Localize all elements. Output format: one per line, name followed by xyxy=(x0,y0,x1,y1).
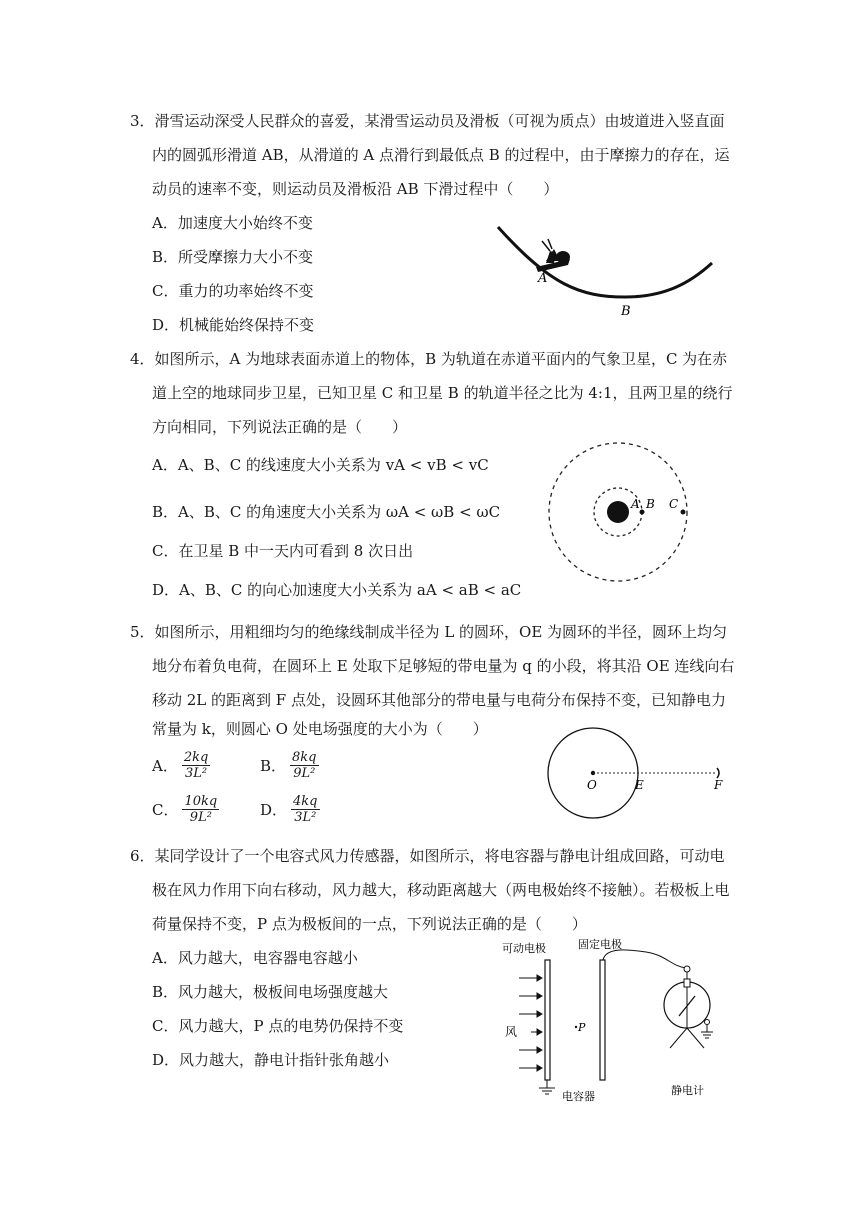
q5-option-b[interactable] xyxy=(260,750,319,781)
label-o: O xyxy=(587,778,597,792)
q5-option-d[interactable] xyxy=(260,794,320,825)
small-segment-at-f xyxy=(717,768,719,778)
wind-arrows-icon xyxy=(519,975,542,1071)
point-p-label: P xyxy=(578,1021,586,1034)
option-d-numerator: 4kq xyxy=(293,794,318,809)
q4-stem-line-1: 4．如图所示，A 为地球表面赤道上的物体，B 为轨道在赤道平面内的气象卫星，C 为在赤 xyxy=(130,350,728,368)
capacitor-label: 电容器 xyxy=(562,1090,595,1103)
q5-stem-line-3: 移动 2L 的距离到 F 点处，设圆环其他部分的带电量与电荷分布保持不变，已知静电力 xyxy=(152,691,726,709)
option-a-numerator: 2kq xyxy=(183,750,209,765)
q4-orbit-figure xyxy=(545,438,695,588)
q5-stem-line-1: 5．如图所示，用粗细均匀的绝缘线制成半径为 L 的圆环，OE 为圆环的半径，圆环上均匀 xyxy=(130,623,728,641)
label-b: B xyxy=(646,497,655,511)
option-a-letter: A． xyxy=(152,756,178,775)
q3-stem-line-3: 动员的速率不变，则运动员及滑板沿 AB 下滑过程中（ ） xyxy=(152,180,559,198)
q6-option-c[interactable]: C．风力越大，P 点的电势仍保持不变 xyxy=(152,1017,404,1035)
q4-stem-line-2: 道上空的地球同步卫星，已知卫星 C 和卫星 B 的轨道半径之比为 4:1，且两卫星的绕行 xyxy=(152,384,733,402)
option-b-letter: B． xyxy=(260,756,287,775)
q3-option-c[interactable]: C．重力的功率始终不变 xyxy=(152,282,314,300)
q5-stem-line-4: 常量为 k，则圆心 O 处电场强度的大小为（ ） xyxy=(152,720,488,738)
q3-ski-track-figure xyxy=(490,215,725,320)
q3-option-d[interactable]: D．机械能始终保持不变 xyxy=(152,316,315,334)
option-a-fraction xyxy=(182,750,210,781)
q5-stem-line-2: 地分布着负电荷，在圆环上 E 处取下足够短的带电量为 q 的小段，将其沿 OE 连线向右 xyxy=(152,657,735,675)
connecting-wire xyxy=(603,950,686,968)
label-e: E xyxy=(635,778,644,792)
q5-ring-figure xyxy=(545,725,735,825)
skier-icon xyxy=(536,239,570,272)
option-c-fraction xyxy=(182,794,219,825)
label-f: F xyxy=(714,778,723,792)
label-a: A xyxy=(631,497,640,511)
q5-option-a[interactable] xyxy=(152,750,210,781)
q6-option-a[interactable]: A．风力越大，电容器电容越小 xyxy=(152,949,358,967)
point-a-label: A xyxy=(538,271,548,286)
option-b-denominator: 9L² xyxy=(293,766,316,781)
satellite-c-dot xyxy=(681,510,686,515)
electrometer-label: 静电计 xyxy=(671,1084,704,1097)
electrometer-icon xyxy=(664,966,713,1048)
arc-track xyxy=(498,227,712,297)
satellite-b-dot xyxy=(640,510,645,515)
point-p-dot xyxy=(575,1026,577,1028)
q6-stem-line-3: 荷量保持不变，P 点为极板间的一点，下列说法正确的是（ ） xyxy=(152,915,587,933)
label-c: C xyxy=(669,497,679,511)
q3-stem-line-2: 内的圆弧形滑道 AB，从滑道的 A 点滑行到最低点 B 的过程中，由于摩擦力的存在，运 xyxy=(152,146,730,164)
option-d-letter: D． xyxy=(260,800,288,819)
movable-electrode-label: 可动电极 xyxy=(502,942,546,955)
point-b-label: B xyxy=(621,304,631,319)
q4-option-c[interactable]: C．在卫星 B 中一天内可看到 8 次日出 xyxy=(152,542,414,560)
option-b-numerator: 8kq xyxy=(292,750,317,765)
option-c-numerator: 10kq xyxy=(184,794,218,809)
q4-stem-line-3: 方向相同，下列说法正确的是（ ） xyxy=(152,418,408,436)
q6-stem-line-1: 6．某同学设计了一个电容式风力传感器，如图所示，将电容器与静电计组成回路，可动电 xyxy=(130,847,725,865)
option-d-denominator: 3L² xyxy=(294,810,317,825)
fixed-electrode-plate xyxy=(600,960,605,1080)
q4-option-a[interactable]: A．A、B、C 的线速度大小关系为 vA < vB < vC xyxy=(152,456,489,474)
q4-option-d[interactable]: D．A、B、C 的向心加速度大小关系为 aA < aB < aC xyxy=(152,581,522,599)
fixed-electrode-label: 固定电极 xyxy=(578,938,622,951)
q6-option-b[interactable]: B．风力越大，极板间电场强度越大 xyxy=(152,983,389,1001)
q3-stem-line-1: 3．滑雪运动深受人民群众的喜爱，某滑雪运动员及滑板（可视为质点）由坡道进入竖直面 xyxy=(130,112,725,130)
q4-option-b[interactable]: B．A、B、C 的角速度大小关系为 ωA < ωB < ωC xyxy=(152,503,501,521)
q6-stem-line-2: 极在风力作用下向右移动，风力越大，移动距离越大（两电极始终不接触）。若极板上电 xyxy=(152,881,730,899)
q6-option-d[interactable]: D．风力越大，静电计指针张角越小 xyxy=(152,1051,390,1069)
option-d-fraction xyxy=(291,794,319,825)
q3-option-b[interactable]: B．所受摩擦力大小不变 xyxy=(152,248,314,266)
wind-label: 风 xyxy=(505,1025,518,1039)
option-a-denominator: 3L² xyxy=(185,766,208,781)
option-b-fraction xyxy=(290,750,318,781)
ground-icon xyxy=(539,1088,555,1094)
q3-option-a[interactable]: A．加速度大小始终不变 xyxy=(152,214,313,232)
earth-icon xyxy=(607,501,629,523)
option-c-denominator: 9L² xyxy=(189,810,212,825)
option-c-letter: C． xyxy=(152,800,179,819)
movable-electrode-plate xyxy=(545,960,550,1080)
q5-option-c[interactable] xyxy=(152,794,219,825)
q6-sensor-figure xyxy=(496,938,736,1103)
